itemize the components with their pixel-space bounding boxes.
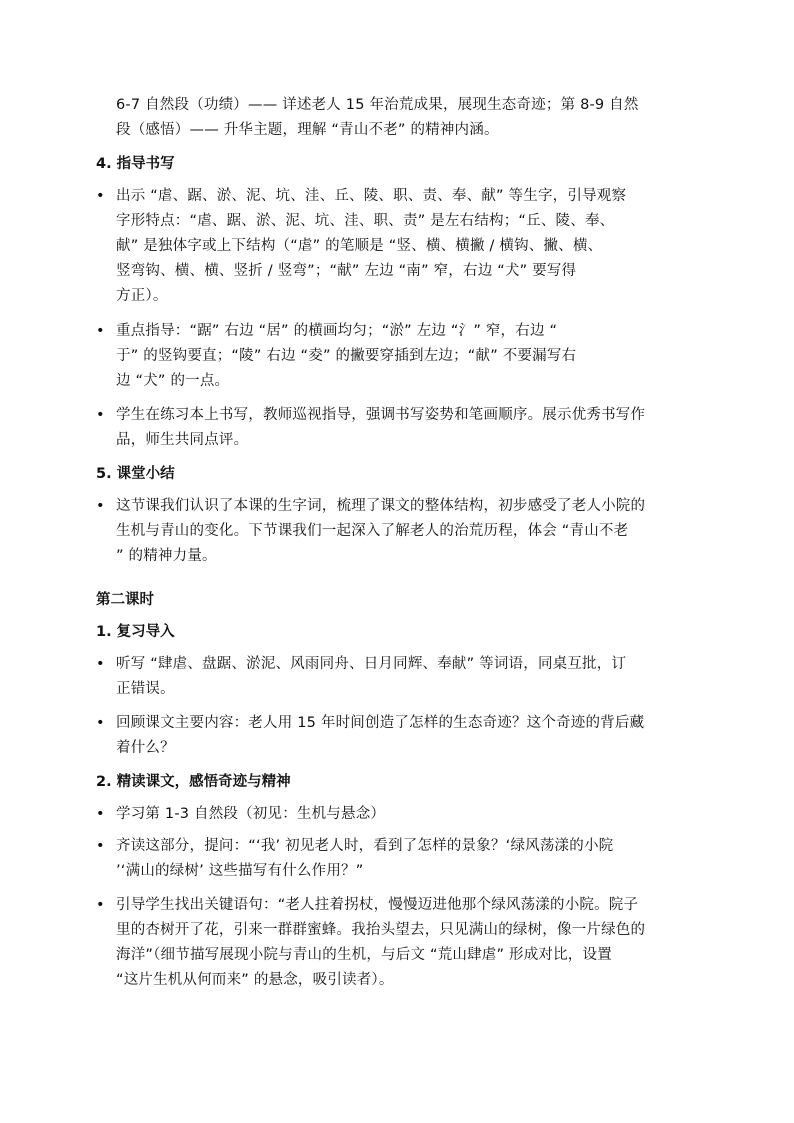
continuation-paragraph: 6-7 自然段（功绩）—— 详述老人 15 年治荒成果，展现生态奇迹；第 8-9 自然 段（感悟）—— 升华主题，理解 “青山不老” 的精神内涵。	[116, 97, 639, 138]
bullet-icon: •	[96, 498, 105, 514]
bullet-icon: •	[96, 838, 105, 854]
list-item-text: 学习第 1-3 自然段（初见：生机与悬念）	[116, 806, 386, 822]
bullet-icon: •	[96, 806, 105, 822]
list-item-text: 引导学生找出关键语句：“老人拄着拐杖，慢慢迈进他那个绿风荡漾的小院。院子 里的杏树开了花，引来一群群蜜蜂。我抬头望去，只见满山的绿树，像一片绿色的 海洋”（细节描写展现小院与青山的生机，与后文 “荒山肆虐” 形成对比，设置 “这片生机从何而来” 的悬念，吸引读者）。	[116, 897, 646, 988]
list-item-text: 这节课我们认识了本课的生字词，梳理了课文的整体结构，初步感受了老人小院的 生机与青山的变化。下节课我们一起深入了解老人的治荒历程，体会 “青山不老 ” 的精神力量。	[116, 498, 646, 564]
bullet-icon: •	[96, 715, 105, 731]
heading-guide-writing: 4. 指导书写	[96, 156, 175, 172]
bullet-icon: •	[96, 188, 105, 204]
heading-review-intro: 1. 复习导入	[96, 624, 175, 640]
list-item-text: 回顾课文主要内容：老人用 15 年时间创造了怎样的生态奇迹？这个奇迹的背后藏 着什么？	[116, 715, 645, 756]
list-item-text: 齐读这部分，提问：“‘我’ 初见老人时，看到了怎样的景象？‘绿风荡漾的小院 ’‘满山的绿树’ 这些描写有什么作用？”	[116, 838, 614, 879]
list-item-text: 出示 “虐、踞、淤、泥、坑、洼、丘、陵、职、责、奉、献” 等生字，引导观察 字形特点：“虐、踞、淤、泥、坑、洼、职、责” 是左右结构；“丘、陵、奉、 献” 是独体字或上下结构（“虐” 的笔顺是 “竖、横、横撇 / 横钩、撇、横、 竖弯钩、横、横、竖折 / 竖弯”；“献” 左边 “南” 窄，右边 “犬” 要写得 方正）。	[116, 188, 627, 304]
list-item-text: 学生在练习本上书写，教师巡视指导，强调书写姿势和笔画顺序。展示优秀书写作 品，师生共同点评。	[116, 407, 646, 448]
list-item-text: 重点指导：“踞” 右边 “居” 的横画均匀；“淤” 左边 “氵” 窄，右边 “ 于” 的竖钩要直；“陵” 右边 “夌” 的撇要穿插到左边；“献” 不要漏写右 边 “犬” 的一点。	[116, 323, 577, 389]
list-item-text: 听写 “肆虐、盘踞、淤泥、风雨同舟、日月同辉、奉献” 等词语，同桌互批，订 正错误。	[116, 656, 627, 697]
bullet-icon: •	[96, 897, 105, 913]
bullet-icon: •	[96, 323, 105, 339]
lesson-two-title: 第二课时	[96, 592, 154, 608]
heading-class-summary: 5. 课堂小结	[96, 466, 175, 482]
bullet-icon: •	[96, 407, 105, 423]
bullet-icon: •	[96, 656, 105, 672]
heading-close-reading: 2. 精读课文，感悟奇迹与精神	[96, 774, 291, 790]
